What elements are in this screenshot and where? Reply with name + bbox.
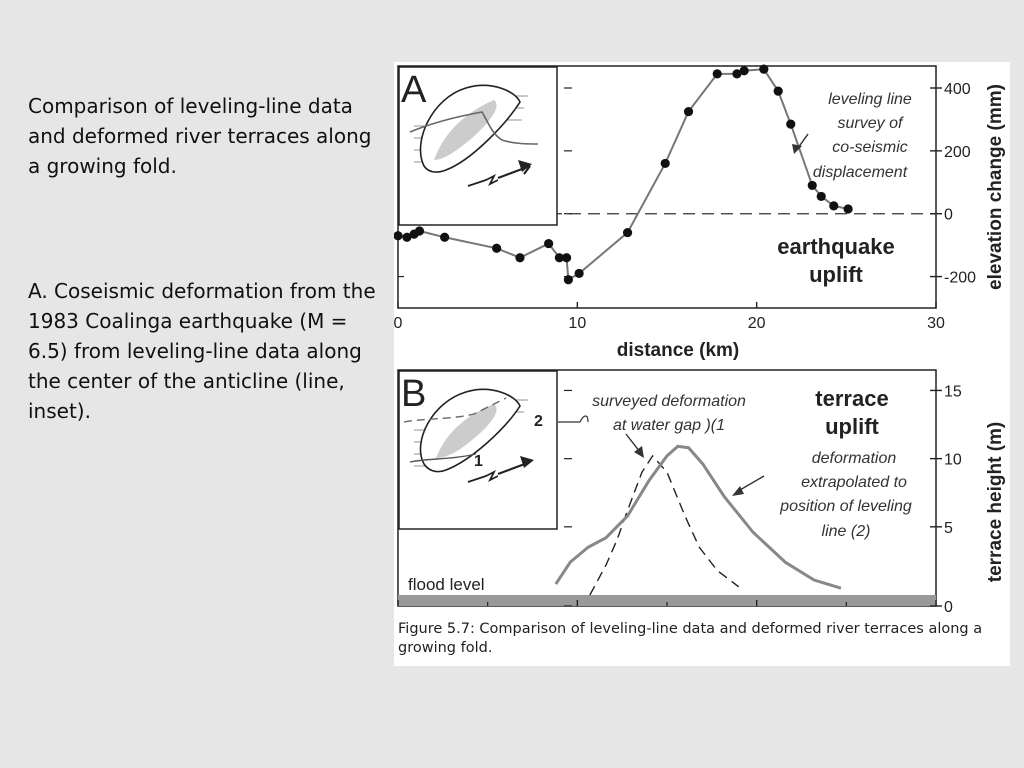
annotation-extrapolated-line: deformation xyxy=(811,450,897,467)
annotation-extrapolated xyxy=(732,450,912,540)
data-point xyxy=(440,233,449,242)
panel-b-label: B xyxy=(401,373,427,415)
legend-terrace: terrace xyxy=(815,386,889,411)
x-tick-label: 30 xyxy=(927,315,945,332)
annotation-a-line: leveling line xyxy=(828,91,912,108)
data-point xyxy=(394,231,403,240)
panel-a xyxy=(394,65,1006,361)
data-point xyxy=(684,107,693,116)
figure-svg xyxy=(394,62,1010,666)
legend-uplift-b: uplift xyxy=(825,414,879,439)
annotation-a xyxy=(792,91,912,181)
series-line-surveyed xyxy=(590,456,739,595)
annotation-a-line: co-seismic xyxy=(832,139,908,156)
data-point xyxy=(786,120,795,129)
data-point xyxy=(844,204,853,213)
y-tick-label: 0 xyxy=(944,599,953,616)
data-point xyxy=(544,239,553,248)
inset-a xyxy=(399,67,557,225)
data-point xyxy=(774,87,783,96)
caption-panel-a: A. Coseismic deformation from the 1983 Coalinga earthquake (M = 6.5) from leveling-line data along the center of the anticline (line, inset). xyxy=(28,279,376,423)
data-point xyxy=(492,244,501,253)
y-tick-label: 200 xyxy=(944,143,971,161)
inset-b xyxy=(399,371,557,529)
data-point xyxy=(808,181,817,190)
data-point xyxy=(575,269,584,278)
figure-caption: Figure 5.7: Comparison of leveling-line data and deformed river terraces along a growing fold. xyxy=(398,621,983,656)
y-tick-label: 0 xyxy=(944,206,953,224)
inset-label-2: 2 xyxy=(534,413,543,430)
panel-b xyxy=(398,370,1006,616)
annotation-a-line: survey of xyxy=(837,115,903,132)
legend-earthquake: earthquake xyxy=(777,234,895,259)
data-point xyxy=(740,66,749,75)
caption-intro: Comparison of leveling-line data and deformed river terraces along a growing fold. xyxy=(28,94,372,178)
data-point xyxy=(829,201,838,210)
annotation-extrapolated-line: position of leveling xyxy=(780,498,912,515)
data-point xyxy=(817,192,826,201)
annotation-a-line: displacement xyxy=(812,164,908,181)
data-point xyxy=(661,159,670,168)
annotation-surveyed xyxy=(558,393,746,458)
data-point xyxy=(713,69,722,78)
figure xyxy=(394,62,1010,666)
flood-level-label: flood level xyxy=(408,575,485,594)
data-point xyxy=(515,253,524,262)
y-axis-label-b: terrace height (m) xyxy=(985,421,1006,583)
data-point xyxy=(759,65,768,74)
data-point xyxy=(564,275,573,284)
data-point xyxy=(562,253,571,262)
y-tick-label: 10 xyxy=(944,451,962,469)
y-tick-label: 15 xyxy=(944,383,962,401)
y-tick-label: 400 xyxy=(944,81,971,98)
legend-uplift-a: uplift xyxy=(809,262,863,287)
annotation-surveyed-line: surveyed deformation xyxy=(592,393,746,410)
y-tick-label: 5 xyxy=(944,519,953,537)
annotation-extrapolated-line: extrapolated to xyxy=(801,474,907,491)
x-tick-label: 10 xyxy=(568,315,587,332)
inset-label-1: 1 xyxy=(474,453,483,470)
annotation-extrapolated-line: line (2) xyxy=(821,523,871,540)
x-axis-label: distance (km) xyxy=(616,340,740,361)
x-tick-label: 0 xyxy=(394,315,403,332)
data-point xyxy=(415,226,424,235)
panel-a-label: A xyxy=(401,69,427,111)
x-tick-label: 20 xyxy=(747,315,766,332)
series-line-extrapolated xyxy=(556,446,841,588)
y-axis-label-a: elevation change (mm) xyxy=(985,84,1006,290)
annotation-surveyed-line: at water gap )(1 xyxy=(612,417,726,434)
y-tick-label: -200 xyxy=(944,269,977,287)
data-point xyxy=(623,228,632,237)
